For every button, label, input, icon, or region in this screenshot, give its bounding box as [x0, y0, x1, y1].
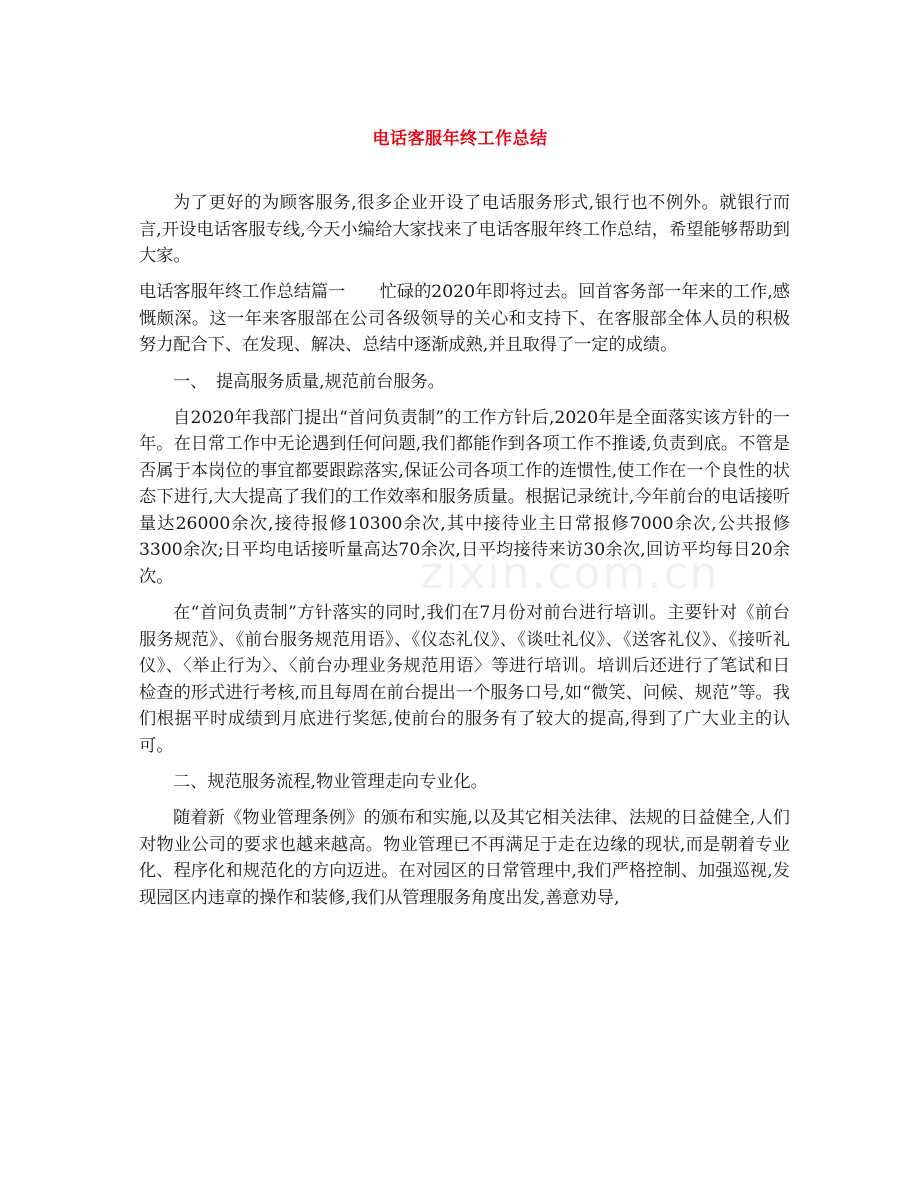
- document-body: [139, 190, 790, 921]
- heading-standardize-process: 二、规范服务流程,物业管理走向专业化。: [173, 771, 488, 792]
- heading-improve-service: 一、 提高服务质量,规范前台服务。: [173, 371, 445, 392]
- paragraph-intro: 为了更好的为顾客服务,很多企业开设了电话服务形式,银行也不例外。就银行而言,开设电话客服专线,今天小编给大家找来了电话客服年终工作总结，希望能够帮助到大家。: [139, 193, 790, 266]
- paragraph-training: 在“首问负责制”方针落实的同时,我们在7月份对前台进行培训。主要针对《前台服务规范》、《前台服务规范用语》、《仪态礼仪》、《谈吐礼仪》、《送客礼仪》、《接听礼仪》、〈举止行为〉、〈前台办理业务规范用语〉等进行培训。培训后还进行了笔试和日检查的形式进行考核,而且每周在前台提出一个服务口号,如“微笑、问候、规范”等。我们根据平时成绩到月底进行奖惩,使前台的服务有了较大的提高,得到了广大业主的认可。: [139, 603, 790, 756]
- document-title: 电话客服年终工作总结: [372, 129, 548, 149]
- watermark: zixin.com.cn: [420, 548, 720, 599]
- paragraph-property-management: 随着新《物业管理条例》的颁布和实施,以及其它相关法律、法规的日益健全,人们对物业公司的要求也越来越高。物业管理已不再满足于走在边缘的现状,而是朝着专业化、程序化和规范化的方向迈进。在对园区的日常管理中,我们严格控制、加强巡视,发现园区内违章的操作和装修,我们从管理服务角度出发,善意劝导,: [139, 808, 790, 908]
- paragraph-section-one-intro: 电话客服年终工作总结篇一 忙碌的2020年即将过去。回首客务部一年来的工作,感慨颇深。这一年来客服部在公司各级领导的关心和支持下、在客服部全体人员的积极努力配合下、在发现、解决、总结中逐渐成熟,并且取得了一定的成绩。: [139, 282, 790, 356]
- paragraph-first-responsibility: 自2020年我部门提出“首问负责制”的工作方针后,2020年是全面落实该方针的一年。在日常工作中无论遇到任何问题,我们都能作到各项工作不推诿,负责到底。不管是否属于本岗位的事宜都要跟踪落实,保证公司各项工作的连惯性,使工作在一个良性的状态下进行,大大提高了我们的工作效率和服务质量。根据记录统计,今年前台的电话接听量达26000余次,接待报修10300余次,其中接待业主日常报修7000余次,公共报修3300余次;日平均电话接听量高达70余次,日平均接待来访30余次,回访平均每日20余次。: [139, 407, 790, 587]
